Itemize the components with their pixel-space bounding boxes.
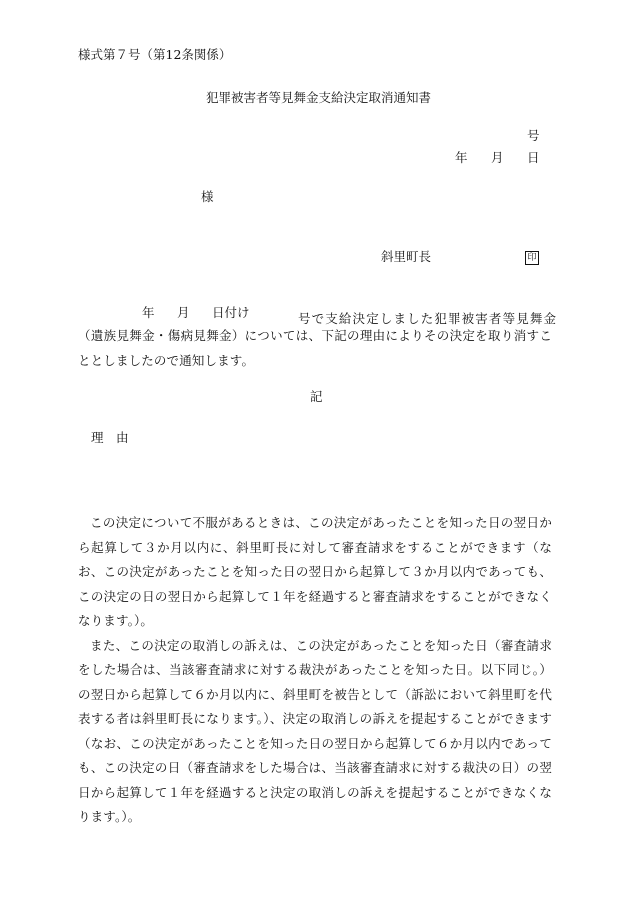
ki-heading: 記	[310, 389, 323, 404]
issuer-title: 斜里町長	[381, 249, 432, 264]
date-day-label: 日	[527, 150, 540, 165]
document-number-suffix: 号	[527, 128, 540, 143]
form-number: 様式第７号（第12条関係）	[78, 47, 232, 62]
addressee-honorific: 様	[201, 189, 214, 204]
appeal-notice-lawsuit: また、この決定の取消しの訴えは、この決定があったことを知った日（審査請求をした場合は、当該審査請求に対する裁決があったことを知った日。以下同じ。）の翌日から起算して６か月以内に、斜里町を被告として（訴訟において斜里町を代表する者は斜里町長になります。）、決定の取消しの訴えを提起することができます（なお、この決定があったことを知った日の翌日から起算して６か月以内であっても、この決定の日（審査請求をした場合は、当該審査請求に対する裁決の日）の翌日から起算して１年を経過すると決定の取消しの訴えを提起することができなくなります。）。	[78, 637, 552, 824]
document-title: 犯罪被害者等見舞金支給決定取消通知書	[206, 90, 432, 105]
seal-icon: 印	[525, 251, 539, 265]
date-year-label: 年	[455, 150, 468, 165]
body-text: 号で支給決定しました犯罪被害者等見舞金	[298, 311, 556, 326]
body-date-year: 年	[142, 305, 155, 320]
official-seal-mark	[525, 250, 539, 265]
body-date-day: 日付け	[212, 305, 250, 320]
appeal-notice-review: この決定について不服があるときは、この決定があったことを知った日の翌日から起算して３か月以内に、斜里町長に対して審査請求をすることができます（なお、この決定があったことを知った日の翌日から起算して３か月以内であっても、この決定の日の翌日から起算して１年を経過すると審査請求をすることができなくなります。）。	[78, 515, 552, 628]
body-text-wrapped: （遺族見舞金・傷病見舞金）については、下記の理由によりその決定を取り消すこととしましたので通知します。	[78, 328, 552, 368]
date-month-label: 月	[491, 150, 504, 165]
appeal-notice	[78, 511, 552, 830]
reason-label: 理 由	[91, 430, 129, 445]
body-date-month: 月	[177, 305, 190, 320]
body-paragraph-continuation	[78, 324, 552, 373]
